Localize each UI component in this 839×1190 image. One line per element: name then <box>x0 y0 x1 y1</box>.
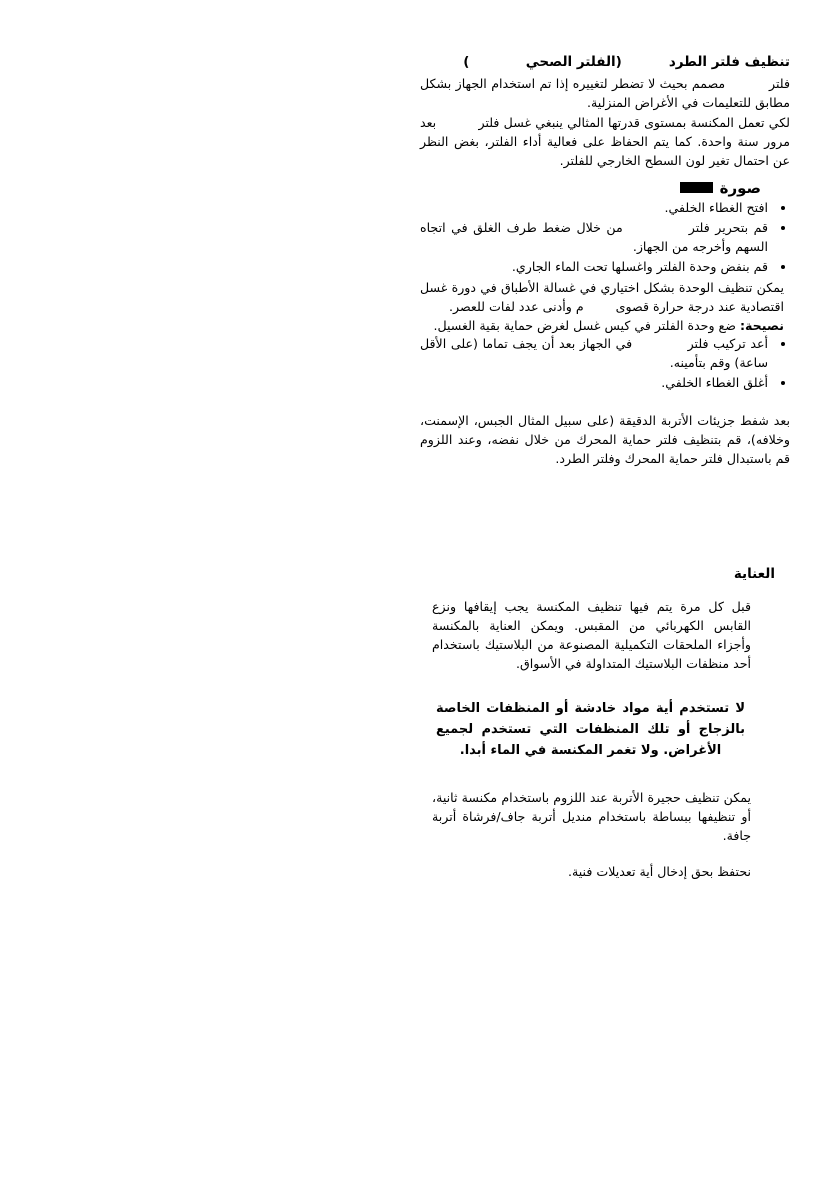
care-paragraph: قبل كل مرة يتم فيها تنظيف المكنسة يجب إيقافها ونزع القابس الكهربائي من المقبس. ويمكن العناية بالمكنسة وأجزاء الملحقات التكميلية المصنوعة من البلاستيك باستخدام أحد منظفات البلاستيك المتداولة في الأسواق. <box>427 598 751 671</box>
spacer <box>420 170 790 179</box>
steps-list-secondary <box>379 335 790 393</box>
intro-paragraph-2: لكي تعمل المكنسة بمستوى قدرتها المثالي ينبغي غسل فلتر بعد مرور سنة واحدة. كما يتم الحفاظ على فعالية أداء الفلتر، بغض النظر عن احتمال تغير لون السطح الخارجي للفلتر. <box>415 114 790 168</box>
closing-paragraph: بعد شفط جزيئات الأتربة الدقيقة (على سبيل المثال الجبس، الإسمنت، وخلافه)، قم بتنظيف فلتر حماية المحرك من خلال نفضه، وعند اللزوم قم باستبدال فلتر حماية المحرك وفلتر الطرد. <box>415 412 790 466</box>
list-item: قم بنفض وحدة الفلتر واغسلها تحت الماء الجاري. <box>420 258 790 277</box>
picture-placeholder-box <box>680 182 713 193</box>
warning-paragraph: لا تستخدم أية مواد خادشة أو المنظفات الخاصة بالزجاج أو تلك المنظفات التي تستخدم لجميع الأغراض. ولا تغمر المكنسة في الماء أبدا. <box>431 701 745 758</box>
list-item: افتح الغطاء الخلفي. <box>420 199 790 218</box>
upper-content-column <box>379 52 790 468</box>
intro-paragraph-1: فلتر مصمم بحيث لا تضطر لتغييره إذا تم استخدام الجهاز بشكل مطابق للتعليمات في الأغراض المنزلية. <box>415 76 790 111</box>
list-item: أعد تركيب فلتر في الجهاز بعد أن يجف تماما (على الأقل ساعة) وقم بتأمينه. <box>420 335 790 373</box>
care-section-heading: العناية <box>733 566 775 582</box>
lower-content-column <box>427 566 775 881</box>
steps-list-primary <box>415 199 790 277</box>
picture-heading-label: صورة <box>719 178 761 197</box>
spacer <box>430 845 775 862</box>
dishwasher-note: يمكن تنظيف الوحدة بشكل اختياري في غسالة الأطباق في دورة غسل اقتصادية عند درجة حرارة قصوى م وأدنى عدد لفات للعصر. <box>415 279 784 314</box>
tip-paragraph <box>420 316 790 335</box>
spacer <box>430 673 775 699</box>
list-item: قم بتحرير فلتر من خلال ضغط طرف الغلق في اتجاه السهم وأخرجه من الجهاز. <box>420 219 790 257</box>
dust-chamber-paragraph: يمكن تنظيف حجيرة الأتربة عند اللزوم باستخدام مكنسة ثانية، أو تنظيفها ببساطة باستخدام منديل أتربة جاف/فرشاة أتربة جافة. <box>427 789 751 843</box>
spacer <box>430 762 775 788</box>
page-title: تنظيف فلتر الطرد (الفلتر الصحي ) <box>463 54 790 70</box>
picture-heading <box>420 179 790 197</box>
spacer <box>420 394 790 411</box>
list-item: أغلق الغطاء الخلفي. <box>420 374 790 393</box>
tip-label: نصيحة: <box>739 317 784 333</box>
tip-text: ضع وحدة الفلتر في كيس غسل لغرض حماية بقية الغسيل. <box>433 317 740 333</box>
technical-changes-disclaimer: نحتفظ بحق إدخال أية تعديلات فنية. <box>568 863 751 879</box>
